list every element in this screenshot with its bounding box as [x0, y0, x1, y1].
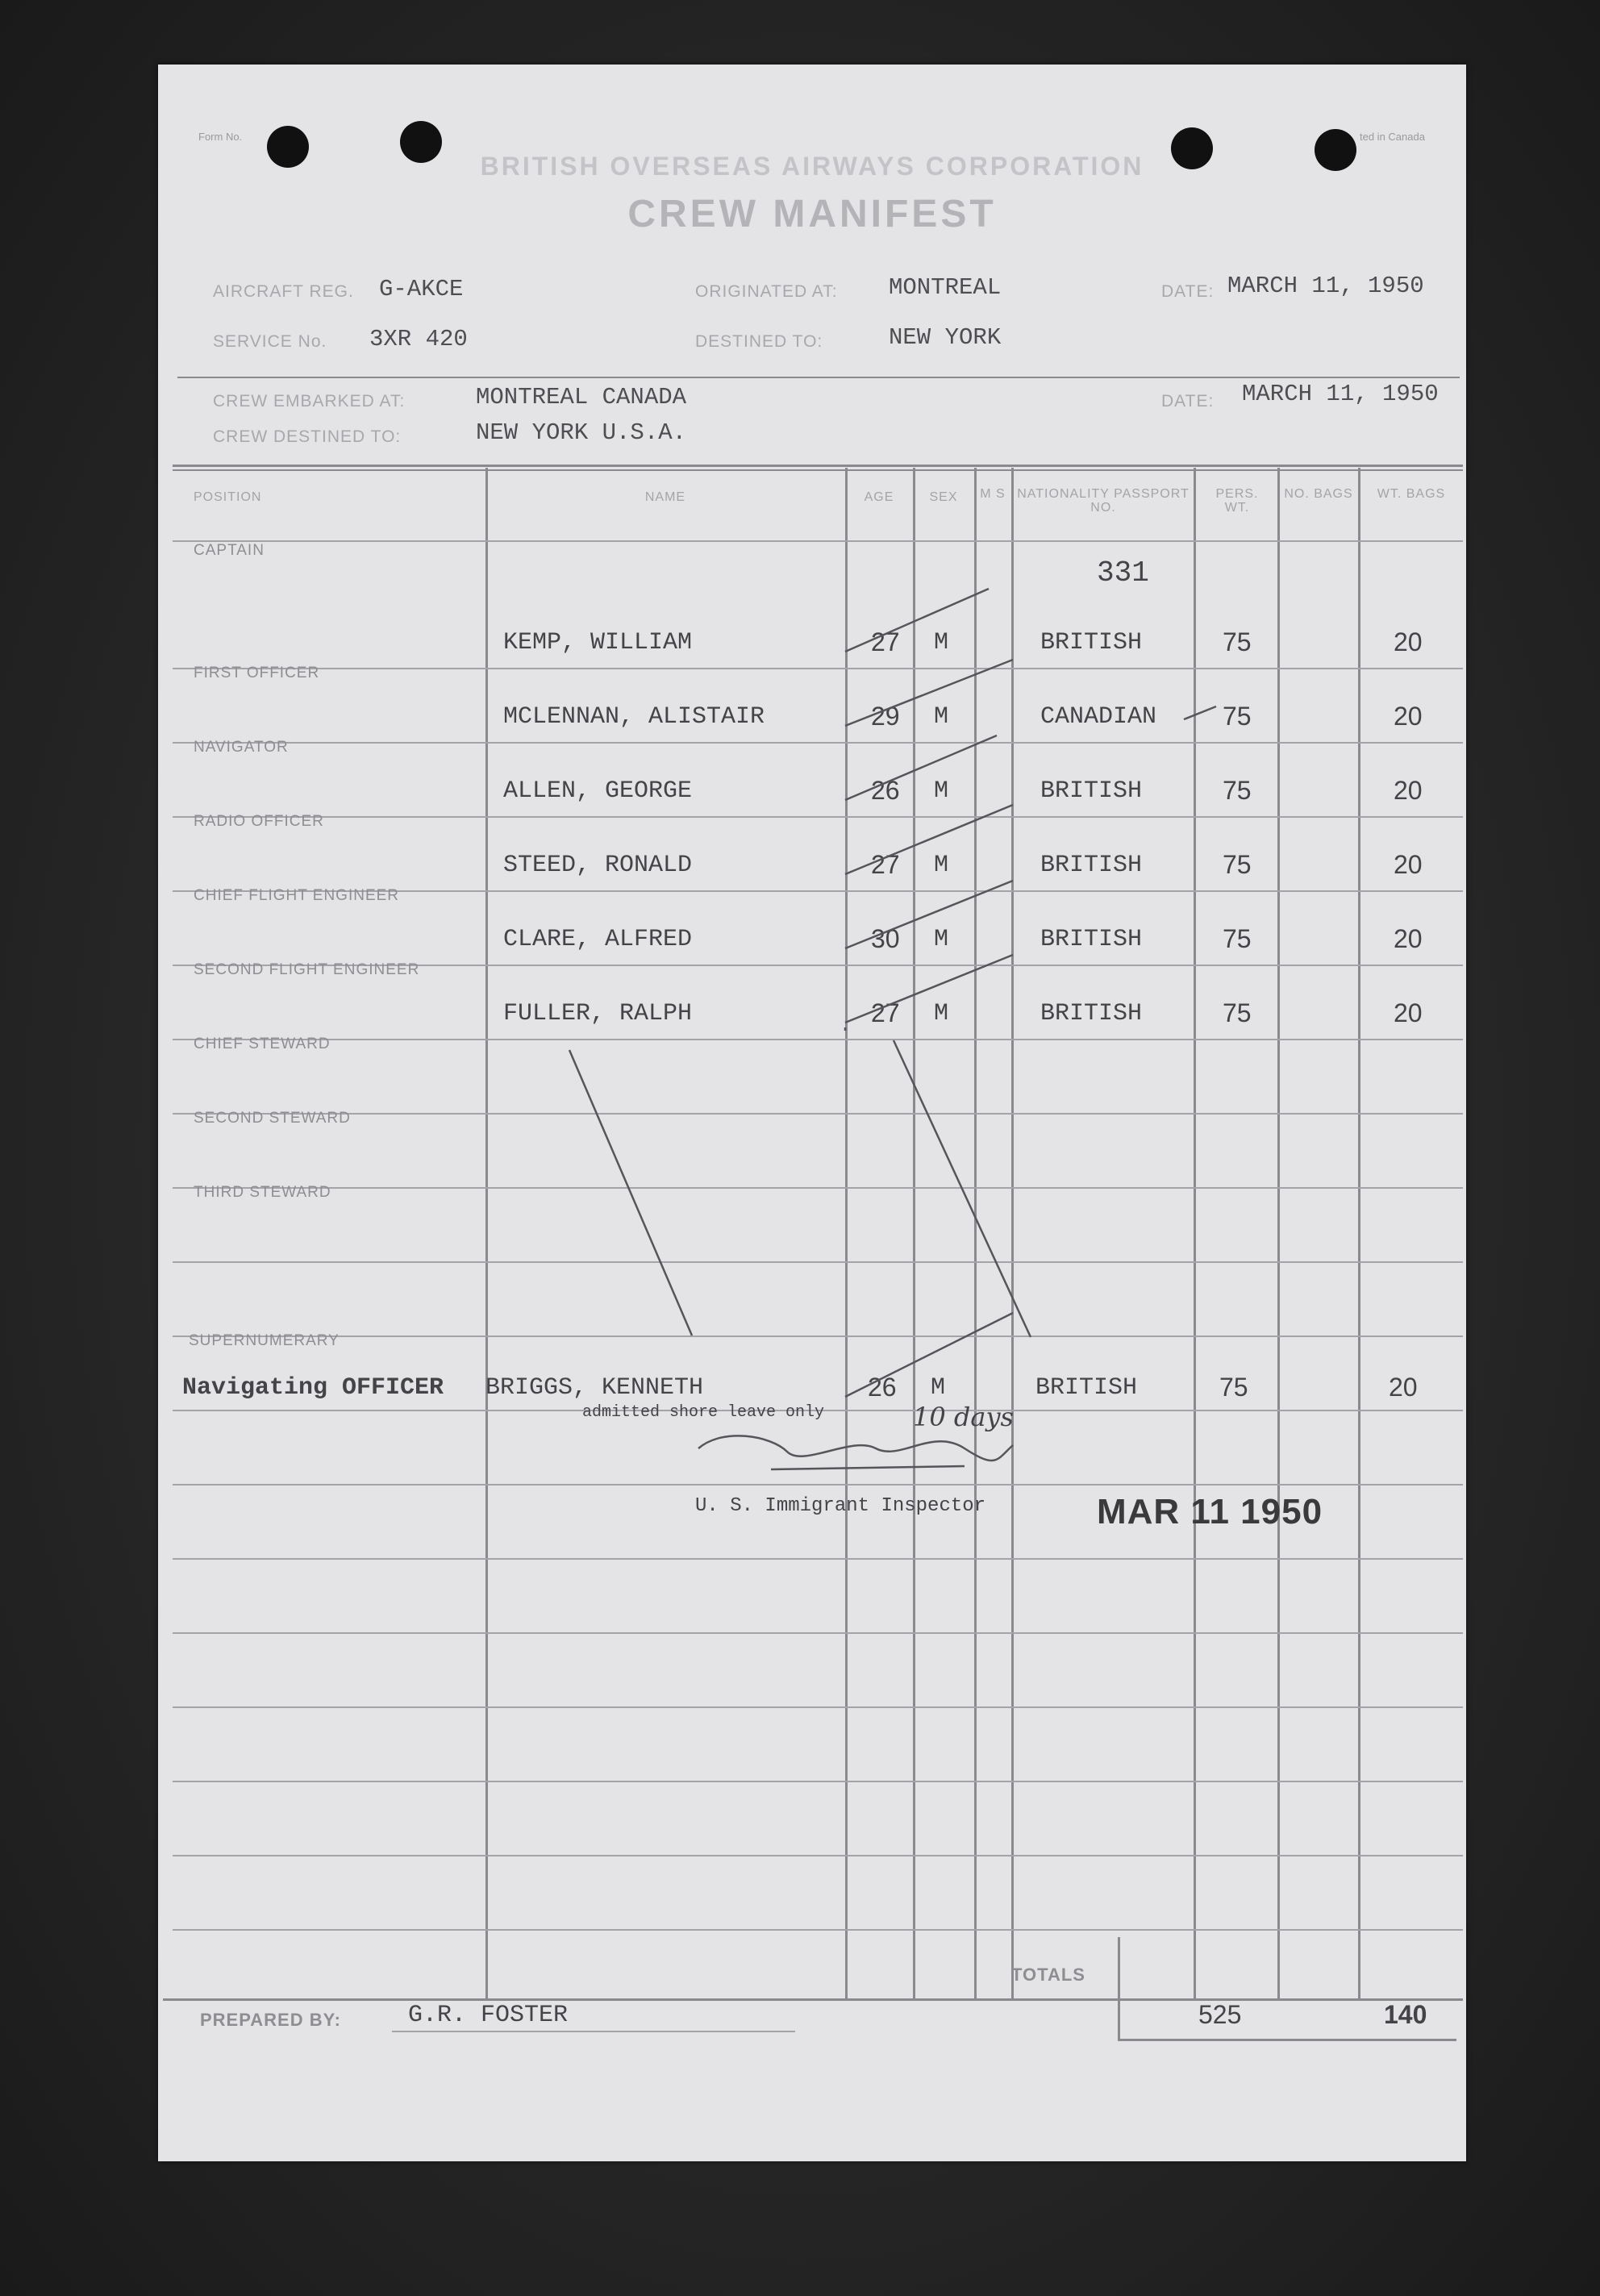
printer-note: ted in Canada [1360, 131, 1425, 143]
destined-value: NEW YORK [889, 324, 1002, 351]
position-captain: CAPTAIN [194, 542, 265, 559]
crew-wt-bags: 20 [1394, 850, 1423, 879]
crew-sex: M [934, 777, 949, 805]
destined-label: DESTINED TO: [695, 332, 823, 351]
crew-date-label: DATE: [1161, 392, 1215, 410]
company-name: BRITISH OVERSEAS AIRWAYS CORPORATION [480, 152, 1144, 181]
originated-value: MONTREAL [889, 274, 1002, 301]
crew-name: MCLENNAN, ALISTAIR [503, 703, 765, 731]
supernumerary-position: Navigating OFFICER [182, 1374, 444, 1402]
crew-wt-bags: 20 [1394, 998, 1423, 1027]
crew-destined-label: CREW DESTINED TO: [213, 427, 402, 446]
pen-marks [158, 65, 1466, 2161]
position-third-steward: THIRD STEWARD [194, 1184, 331, 1201]
position-second-steward: SECOND STEWARD [194, 1110, 351, 1127]
crew-nationality: BRITISH [1040, 852, 1143, 879]
crew-age: 27 [871, 998, 900, 1027]
crew-age: 29 [871, 702, 900, 731]
crew-name: FULLER, RALPH [503, 1000, 693, 1027]
col-ms: M S [980, 487, 1006, 501]
crew-destined-value: NEW YORK U.S.A. [476, 419, 687, 446]
crew-wt-bags: 20 [1394, 776, 1423, 805]
crew-sex: M [934, 703, 949, 731]
form-number: Form No. [198, 131, 243, 143]
crew-pers-wt: 75 [1223, 998, 1252, 1027]
crew-wt-bags: 20 [1394, 702, 1423, 731]
date-label: DATE: [1161, 282, 1215, 301]
crew-age: 27 [871, 850, 900, 879]
signature [698, 1436, 1013, 1461]
crew-pers-wt: 75 [1223, 850, 1252, 879]
crew-age: 30 [871, 924, 900, 953]
position-first-officer: FIRST OFFICER [194, 665, 320, 681]
crew-name: STEED, RONALD [503, 852, 693, 879]
crew-pers-wt: 75 [1223, 924, 1252, 953]
crew-name: CLARE, ALFRED [503, 926, 693, 953]
manifest-sheet [158, 65, 1466, 2161]
supernumerary-age: 26 [868, 1373, 897, 1402]
totals-box-bottom [1118, 2039, 1456, 2041]
crew-nationality: CANADIAN [1040, 703, 1157, 731]
position-chief-steward: CHIEF STEWARD [194, 1035, 331, 1052]
position-supernumerary: SUPERNUMERARY [189, 1332, 340, 1349]
crew-pers-wt: 75 [1223, 776, 1252, 805]
totals-label: TOTALS [1011, 1965, 1085, 1985]
col-name: NAME [644, 490, 686, 504]
totals-wt-bags: 140 [1384, 2000, 1427, 2029]
crew-nationality: BRITISH [1040, 777, 1143, 805]
flight-number: 331 [1097, 556, 1149, 590]
crew-pers-wt: 75 [1223, 627, 1252, 656]
service-label: SERVICE No. [213, 332, 327, 351]
supernumerary-pers-wt: 75 [1219, 1373, 1248, 1402]
col-position: POSITION [194, 490, 262, 504]
aircraft-reg-value: G-AKCE [379, 276, 464, 302]
check-mark [845, 589, 989, 652]
crew-pers-wt: 75 [1223, 702, 1252, 731]
crew-name: ALLEN, GEORGE [503, 777, 693, 805]
col-pers-wt: PERS. WT. [1215, 487, 1259, 515]
totals-box-left [1118, 1937, 1120, 2040]
supernumerary-sex: M [931, 1374, 946, 1402]
inspector-title: U. S. Immigrant Inspector [695, 1495, 986, 1517]
position-chief-flight-engineer: CHIEF FLIGHT ENGINEER [194, 887, 400, 904]
crew-embarked-value: MONTREAL CANADA [476, 384, 687, 410]
aircraft-reg-label: AIRCRAFT REG. [213, 282, 354, 301]
admission-note-handwritten: 10 days [913, 1402, 1014, 1432]
void-line [894, 1040, 1031, 1337]
crew-wt-bags: 20 [1394, 627, 1423, 656]
crew-sex: M [934, 1000, 949, 1027]
date-stamp: MAR 11 1950 [1097, 1492, 1323, 1531]
col-no-bags: NO. BAGS [1284, 487, 1353, 501]
originated-label: ORIGINATED AT: [695, 282, 838, 301]
prepared-by-value: G.R. FOSTER [408, 2002, 569, 2029]
supernumerary-name: BRIGGS, KENNETH [485, 1374, 704, 1402]
crew-nationality: BRITISH [1040, 926, 1143, 953]
prepared-by-label: PREPARED BY: [200, 2010, 341, 2030]
col-nationality: NATIONALITY PASSPORT NO. [1017, 487, 1190, 515]
crew-age: 26 [871, 776, 900, 805]
col-wt-bags: WT. BAGS [1377, 487, 1446, 501]
position-navigator: NAVIGATOR [194, 739, 289, 756]
crew-sex: M [934, 852, 949, 879]
crew-name: KEMP, WILLIAM [503, 629, 693, 656]
admission-note: admitted shore leave only [582, 1403, 825, 1422]
void-line [569, 1050, 692, 1336]
col-age: AGE [864, 490, 894, 504]
position-radio-officer: RADIO OFFICER [194, 813, 324, 830]
crew-embarked-label: CREW EMBARKED AT: [213, 392, 406, 410]
date-value: MARCH 11, 1950 [1227, 273, 1424, 299]
service-value: 3XR 420 [369, 326, 468, 352]
col-sex: SEX [929, 490, 958, 504]
crew-sex: M [934, 629, 949, 656]
crew-nationality: BRITISH [1040, 629, 1143, 656]
position-second-flight-engineer: SECOND FLIGHT ENGINEER [194, 961, 420, 978]
crew-age: 27 [871, 627, 900, 656]
page-title: CREW MANIFEST [627, 193, 997, 235]
supernumerary-wt-bags: 20 [1389, 1373, 1418, 1402]
crew-nationality: BRITISH [1040, 1000, 1143, 1027]
crew-wt-bags: 20 [1394, 924, 1423, 953]
totals-pers-wt: 525 [1198, 2000, 1242, 2029]
crew-sex: M [934, 926, 949, 953]
crew-date-value: MARCH 11, 1950 [1242, 381, 1439, 407]
signature-line [392, 2031, 795, 2032]
supernumerary-nationality: BRITISH [1035, 1374, 1138, 1402]
